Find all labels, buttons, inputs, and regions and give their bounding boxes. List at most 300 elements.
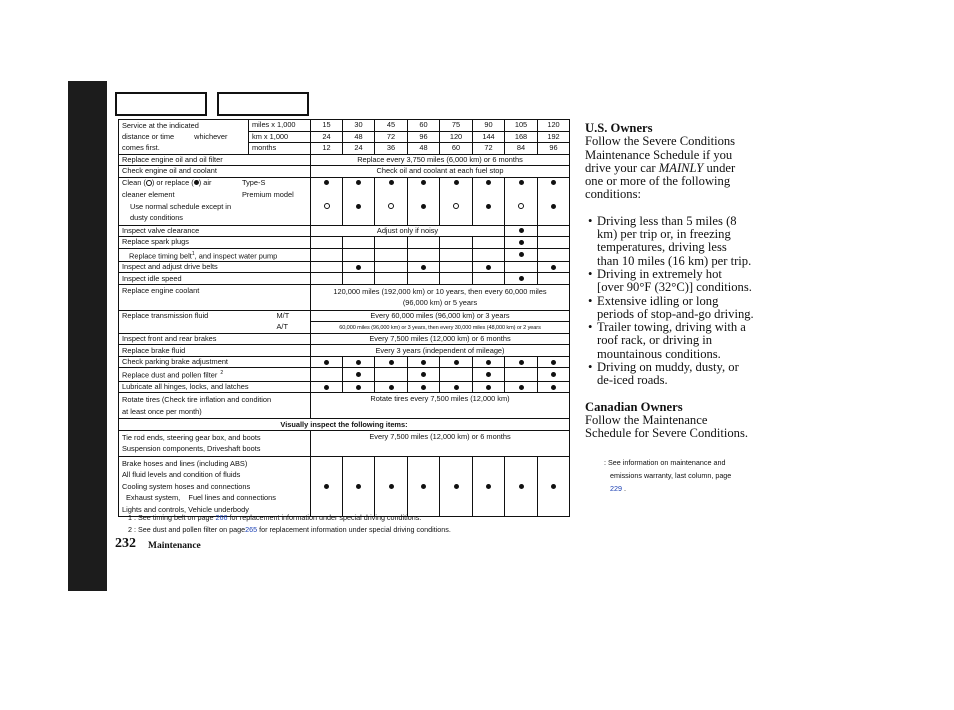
table-row (119, 368, 570, 381)
mark-cell (375, 381, 408, 393)
text-line: Follow the Maintenance (585, 412, 708, 427)
canadian-owners-text (585, 414, 775, 441)
mark-cell (375, 456, 408, 517)
label-part: Clean ( (122, 177, 146, 187)
variant-label: M/T (249, 310, 311, 322)
interval-value: 60 (440, 143, 473, 155)
replace-dot-icon (551, 204, 556, 209)
text-line: Driving less than 5 miles (8 (597, 213, 737, 228)
replace-dot-icon (454, 484, 459, 489)
item-label: Replace engine coolant (119, 284, 311, 310)
page-link[interactable]: 266 (215, 513, 228, 522)
text-line: periods of stop-and-go driving. (597, 306, 754, 321)
item-interval: Every 7,500 miles (12,000 km) or 6 months (311, 430, 570, 456)
item-interval: Check oil and coolant at each fuel stop (311, 166, 570, 178)
label-part: Replace timing belt (129, 250, 192, 260)
mark-cell (343, 356, 375, 368)
replace-dot-icon (421, 180, 426, 185)
item-label (119, 393, 311, 419)
item-label (119, 368, 311, 381)
interval-line: (96,000 km) or 5 years (402, 298, 478, 308)
mark-cell (538, 237, 570, 249)
replace-dot-icon (551, 372, 556, 377)
list-item (585, 321, 775, 361)
page-edge-tab (68, 81, 107, 591)
replace-dot-icon (356, 204, 361, 209)
mark-cell (311, 273, 343, 285)
interval-value: 60 (408, 120, 440, 132)
note-text: See information on maintenance and (608, 458, 726, 467)
item-interval (311, 284, 570, 310)
item-label (119, 177, 311, 188)
label-line: at least once per month) (122, 406, 202, 416)
mark-cell (505, 177, 538, 188)
item-interval: Every 7,500 miles (12,000 km) or 6 months (311, 333, 570, 345)
variant-label: A/T (249, 322, 311, 334)
label-line: All fluid levels and condition of fluids (122, 470, 241, 480)
label-part: ) air (198, 177, 212, 187)
mark-cell (440, 456, 473, 517)
replace-dot-icon (356, 372, 361, 377)
table-row (119, 345, 570, 357)
interval-value: 48 (408, 143, 440, 155)
table-row (119, 381, 570, 393)
table-row (119, 188, 570, 225)
text-line: Follow the Severe Conditions (585, 134, 736, 149)
interval-value: 12 (311, 143, 343, 155)
inspect-circle-icon (388, 203, 394, 209)
warranty-note (604, 456, 764, 495)
text-line: km) per trip or, in freezing (597, 227, 731, 242)
mark-cell (505, 368, 538, 381)
footnote-2 (128, 524, 451, 536)
us-owners-heading: U.S. Owners (585, 121, 653, 135)
header-label: Service at the indicated (119, 120, 249, 132)
note-text: emissions warranty, last column, page (610, 471, 732, 480)
item-label (119, 248, 311, 261)
mark-cell (473, 273, 505, 285)
interval-value: 30 (343, 120, 375, 132)
interval-value: 192 (538, 131, 570, 143)
replace-dot-icon (454, 360, 459, 365)
severe-conditions-text (585, 122, 775, 441)
mark-cell (505, 248, 538, 261)
us-owners-intro (585, 135, 775, 201)
replace-dot-icon (356, 360, 361, 365)
mark-cell (440, 188, 473, 225)
item-label: Inspect valve clearance (119, 225, 311, 237)
label-part: cleaner element (122, 190, 175, 199)
visual-inspect-header: Visually inspect the following items: (119, 419, 570, 431)
replace-dot-icon (519, 252, 524, 257)
label-line: Cooling system hoses and connections (122, 481, 251, 491)
replace-dot-icon (486, 180, 491, 185)
replace-dot-icon (486, 484, 491, 489)
mark-cell (343, 456, 375, 517)
text-line: Trailer towing, driving with a (597, 320, 746, 335)
text-line: Driving in extremely hot (597, 266, 722, 281)
mark-cell (473, 188, 505, 225)
mark-cell (505, 188, 538, 225)
mark-cell (538, 368, 570, 381)
label-line: dusty conditions (130, 213, 183, 222)
replace-dot-icon (356, 180, 361, 185)
replace-dot-icon (389, 180, 394, 185)
mark-cell (440, 381, 473, 393)
table-row (119, 225, 570, 237)
inspect-circle-icon (453, 203, 459, 209)
mark-cell (343, 188, 375, 225)
header-label-text: whichever (194, 131, 228, 141)
mark-cell (473, 368, 505, 381)
mark-cell (440, 273, 473, 285)
mark-cell (375, 177, 408, 188)
label-line: Tie rod ends, steering gear box, and boots (122, 432, 261, 442)
interval-value: 15 (311, 120, 343, 132)
table-row (119, 430, 570, 456)
replace-dot-icon (486, 360, 491, 365)
header-label-text: distance or time (122, 131, 175, 141)
unit-label: km x 1,000 (249, 131, 311, 143)
interval-value: 75 (440, 120, 473, 132)
replace-dot-icon (324, 385, 329, 390)
mark-cell (375, 188, 408, 225)
replace-dot-icon (519, 276, 524, 281)
item-label: Replace engine oil and oil filter (119, 154, 311, 166)
list-item (585, 361, 775, 388)
mark-cell (343, 381, 375, 393)
replace-dot-icon (486, 265, 491, 270)
text-line: mountainous conditions. (597, 346, 721, 361)
mark-cell (440, 248, 473, 261)
label-part: ) or replace ( (151, 177, 194, 187)
mark-cell (505, 237, 538, 249)
interval-value: 84 (505, 143, 538, 155)
replace-dot-icon (421, 385, 426, 390)
mark-cell (440, 237, 473, 249)
table-row (119, 393, 570, 419)
mark-cell (538, 248, 570, 261)
item-interval: Every 3 years (independent of mileage) (311, 345, 570, 357)
interval-value: 24 (343, 143, 375, 155)
footnote-number: 1 : (128, 513, 136, 522)
replace-dot-icon (324, 484, 329, 489)
interval-value: 168 (505, 131, 538, 143)
item-interval: Replace every 3,750 miles (6,000 km) or 6 months (311, 154, 570, 166)
table-row (119, 261, 570, 273)
mark-cell (311, 188, 343, 225)
replace-dot-icon (454, 180, 459, 185)
canadian-owners-heading: Canadian Owners (585, 399, 683, 414)
mark-cell (375, 237, 408, 249)
replace-dot-icon (356, 265, 361, 270)
mark-cell (311, 456, 343, 517)
list-item (585, 295, 775, 322)
mark-cell (505, 381, 538, 393)
list-item (585, 268, 775, 295)
page-number: 232 (115, 536, 136, 551)
maintenance-schedule-table (118, 119, 570, 517)
emphasis-text: MAINLY (658, 160, 704, 175)
replace-dot-icon (551, 385, 556, 390)
item-label: Inspect and adjust drive belts (119, 261, 311, 273)
replace-dot-icon (421, 360, 426, 365)
mark-cell (343, 368, 375, 381)
page-link[interactable]: 229 (610, 484, 622, 493)
mark-cell (538, 381, 570, 393)
interval-value: 120 (538, 120, 570, 132)
mark-cell (440, 368, 473, 381)
footnote-text: See dust and pollen filter on page (138, 525, 246, 534)
interval-value: 144 (473, 131, 505, 143)
interval-line: 120,000 miles (192,000 km) or 10 years, then every 60,000 miles (333, 286, 547, 296)
table-row (119, 237, 570, 249)
replace-dot-icon (389, 360, 394, 365)
mark-cell (311, 356, 343, 368)
footnote-1 (128, 512, 451, 524)
interval-value: 72 (473, 143, 505, 155)
mark-cell (473, 177, 505, 188)
item-label: Check engine oil and coolant (119, 166, 311, 178)
mark-cell (343, 273, 375, 285)
interval-value: 24 (311, 131, 343, 143)
replace-dot-icon (551, 484, 556, 489)
footnote-text: for replacement information under special driving conditions. (259, 525, 451, 534)
page-link[interactable]: 265 (245, 525, 258, 534)
mark-cell (375, 261, 408, 273)
footnote-text: See timing belt on page (138, 513, 214, 522)
table-row (119, 154, 570, 166)
inspect-circle-icon (518, 203, 524, 209)
footnote-ref: 1 (191, 250, 195, 257)
mark-cell (473, 237, 505, 249)
table-row (119, 166, 570, 178)
header-row-miles (119, 120, 570, 132)
label-part: Replace dust and pollen filter (122, 370, 218, 380)
text-line: Extensive idling or long (597, 293, 719, 308)
mark-cell (343, 261, 375, 273)
text-line: drive your car (585, 160, 659, 175)
mark-cell (311, 237, 343, 249)
footnote-ref: 2 (220, 370, 224, 377)
mark-cell (408, 177, 440, 188)
mark-cell (505, 356, 538, 368)
table-row (119, 248, 570, 261)
mark-cell (505, 273, 538, 285)
text-line: conditions: (585, 187, 641, 202)
item-label: Inspect front and rear brakes (119, 333, 311, 345)
mark-cell (538, 456, 570, 517)
interval-value: 72 (375, 131, 408, 143)
interval-value: 105 (505, 120, 538, 132)
item-label (119, 456, 311, 517)
mark-cell (311, 248, 343, 261)
footnote-number: 2 : (128, 525, 136, 534)
mark-cell (440, 261, 473, 273)
label-line: Brake hoses and lines (including ABS) (122, 458, 248, 468)
mark-cell (408, 248, 440, 261)
header-box-left (115, 92, 207, 116)
replace-dot-icon (421, 204, 426, 209)
mark-cell (538, 188, 570, 225)
mark-cell (538, 273, 570, 285)
mark-cell (538, 261, 570, 273)
replace-dot-icon (356, 484, 361, 489)
replace-dot-icon (421, 484, 426, 489)
mark-cell (408, 381, 440, 393)
list-item (585, 215, 775, 268)
replace-dot-icon (551, 265, 556, 270)
unit-label: miles x 1,000 (249, 120, 311, 132)
header-box-right (217, 92, 309, 116)
header-label (119, 131, 249, 143)
item-label: Check parking brake adjustment (119, 356, 311, 368)
variant-label: Type-S (242, 177, 266, 187)
text-line: de-iced roads. (597, 373, 668, 388)
conditions-list (585, 215, 775, 388)
footnotes (128, 512, 451, 536)
mark-cell (375, 368, 408, 381)
text-line: one or more of the following (585, 174, 731, 189)
text-line: Maintenance Schedule if you (585, 147, 733, 162)
mark-cell (311, 381, 343, 393)
table-row (119, 456, 570, 517)
mark-cell (375, 356, 408, 368)
item-label: Lubricate all hinges, locks, and latches (119, 381, 311, 393)
mark-cell (343, 237, 375, 249)
label-line: Suspension components, Driveshaft boots (122, 444, 261, 454)
header-row-km (119, 131, 570, 143)
replace-dot-icon (551, 360, 556, 365)
interval-value: 120 (440, 131, 473, 143)
replace-dot-icon (454, 385, 459, 390)
interval-value: 48 (343, 131, 375, 143)
replace-dot-icon (519, 360, 524, 365)
mark-cell (343, 248, 375, 261)
replace-dot-icon (421, 265, 426, 270)
mark-cell (375, 248, 408, 261)
interval-value: 96 (408, 131, 440, 143)
replace-dot-icon (324, 360, 329, 365)
mark-cell (538, 225, 570, 237)
replace-dot-icon (551, 180, 556, 185)
label-part: , and inspect water pump (194, 250, 278, 260)
table-row (119, 284, 570, 310)
label-line (122, 189, 307, 201)
mark-cell (505, 225, 538, 237)
text-line: under (703, 160, 736, 175)
item-label (119, 322, 249, 334)
label-line: Exhaust system, Fuel lines and connections (126, 493, 276, 503)
mark-cell (473, 248, 505, 261)
mark-cell (473, 261, 505, 273)
air-cleaner-label (122, 178, 242, 188)
replace-dot-icon (324, 180, 329, 185)
item-interval: 60,000 miles (96,000 km) or 3 years, then every 30,000 miles (48,000 km) or 2 years (311, 322, 570, 334)
text-line: [over 90°F (32°C)] conditions. (597, 280, 752, 295)
replace-dot-icon (486, 204, 491, 209)
section-title: Maintenance (148, 541, 201, 551)
mark-cell (408, 368, 440, 381)
inspect-circle-icon (324, 203, 330, 209)
variant-label: Premium model (242, 190, 294, 199)
mark-cell (408, 237, 440, 249)
replace-dot-icon (356, 385, 361, 390)
replace-dot-icon (519, 180, 524, 185)
table-row (119, 333, 570, 345)
item-interval: Adjust only if noisy (311, 225, 505, 237)
replace-dot-icon (519, 240, 524, 245)
replace-dot-icon (519, 484, 524, 489)
mark-cell (408, 261, 440, 273)
note-text: . (624, 484, 626, 493)
text-line: Schedule for Severe Conditions. (585, 426, 748, 441)
label-line: Use normal schedule except in (130, 201, 232, 211)
replace-dot-icon (421, 372, 426, 377)
mark-cell (311, 177, 343, 188)
note-mark: : (604, 458, 606, 467)
table-row (119, 356, 570, 368)
text-line: Driving on muddy, dusty, or (597, 360, 739, 375)
interval-value: 45 (375, 120, 408, 132)
table-row (119, 177, 570, 188)
item-interval: Every 60,000 miles (96,000 km) or 3 years (311, 310, 570, 322)
mark-cell (408, 456, 440, 517)
table-row (119, 419, 570, 431)
item-label (119, 188, 311, 225)
table-row (119, 322, 570, 334)
replace-dot-icon (519, 385, 524, 390)
mark-cell (408, 356, 440, 368)
replace-dot-icon (389, 484, 394, 489)
mark-cell (538, 356, 570, 368)
replace-dot-icon (486, 372, 491, 377)
replace-dot-icon (389, 385, 394, 390)
item-label: Replace spark plugs (119, 237, 311, 249)
text-line: than 10 miles (16 km) per trip. (597, 253, 752, 268)
header-row-months (119, 143, 570, 155)
footnote-text: for replacement information under special driving conditions. (229, 513, 422, 522)
interval-value: 90 (473, 120, 505, 132)
item-label (119, 430, 311, 456)
mark-cell (473, 456, 505, 517)
table-row (119, 273, 570, 285)
text-line: roof rack, or driving in (597, 333, 713, 348)
mark-cell (473, 356, 505, 368)
unit-label: months (249, 143, 311, 155)
mark-cell (343, 177, 375, 188)
item-label: Replace transmission fluid (119, 310, 249, 322)
mark-cell (440, 356, 473, 368)
mark-cell (408, 273, 440, 285)
table-row (119, 310, 570, 322)
item-label: Inspect idle speed (119, 273, 311, 285)
mark-cell (473, 381, 505, 393)
item-label: Replace brake fluid (119, 345, 311, 357)
mark-cell (538, 177, 570, 188)
mark-cell (505, 456, 538, 517)
interval-value: 96 (538, 143, 570, 155)
replace-dot-icon (519, 228, 524, 233)
mark-cell (311, 261, 343, 273)
item-interval: Rotate tires every 7,500 miles (12,000 km) (311, 393, 570, 419)
interval-value: 36 (375, 143, 408, 155)
mark-cell (311, 368, 343, 381)
text-line: temperatures, driving less (597, 240, 727, 255)
mark-cell (408, 188, 440, 225)
mark-cell (440, 177, 473, 188)
label-line: Lights and controls, Vehicle underbody (122, 504, 249, 514)
